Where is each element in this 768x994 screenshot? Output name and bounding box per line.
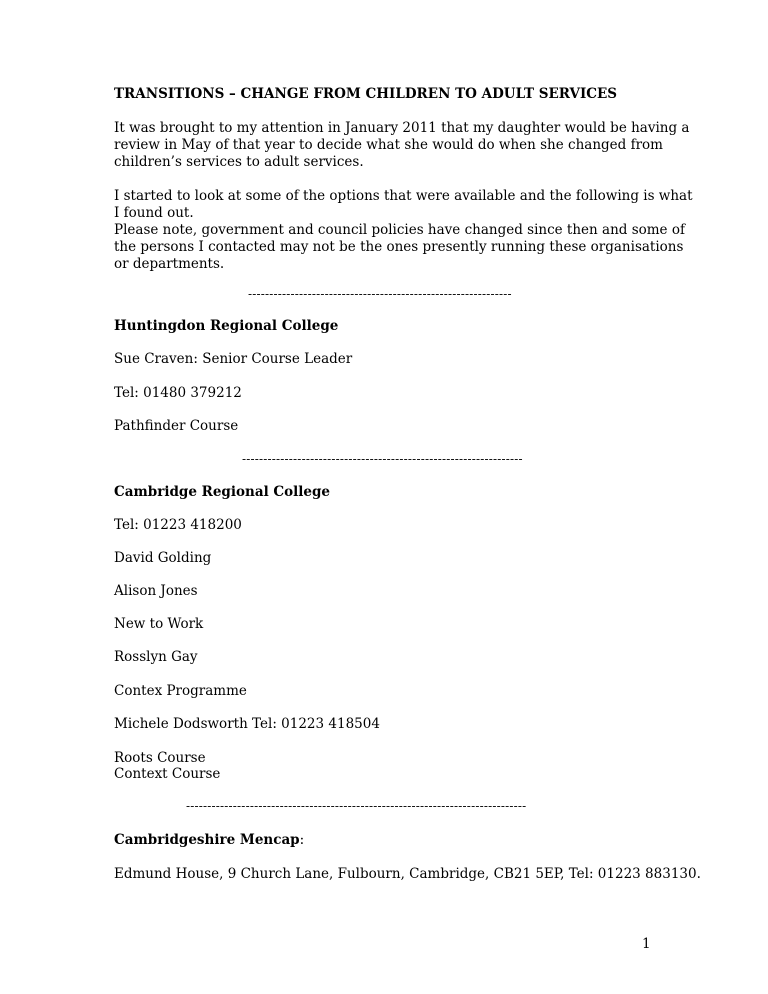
cambridge-heading: Cambridge Regional College [114, 484, 331, 500]
mencap-heading: Cambridgeshire Mencap [114, 832, 300, 848]
options-line: or departments. [114, 256, 225, 272]
mencap-heading-line [114, 832, 304, 849]
cambridge-person: Rosslyn Gay [114, 649, 198, 665]
intro-paragraph [114, 120, 690, 171]
huntingdon-contact: Sue Craven: Senior Course Leader [114, 351, 353, 367]
cambridge-programme: New to Work [114, 616, 204, 632]
huntingdon-tel: Tel: 01480 379212 [114, 385, 242, 401]
intro-line: review in May of that year to decide what she would do when she changed from [114, 137, 663, 153]
page-number: 1 [642, 936, 651, 952]
section-divider: -------------------------------------------------------------- [248, 287, 512, 301]
cambridge-course: Context Course [114, 766, 221, 782]
section-divider: ------------------------------------------------------------------ [242, 452, 523, 466]
options-line: I found out. [114, 205, 194, 221]
cambridge-course: Roots Course [114, 750, 206, 766]
options-line: the persons I contacted may not be the ones presently running these organisations [114, 239, 684, 255]
options-line: I started to look at some of the options that were available and the following is what [114, 188, 693, 204]
options-line: Please note, government and council policies have changed since then and some of [114, 222, 685, 238]
section-divider: -------------------------------------------------------------------------------- [186, 799, 527, 813]
huntingdon-heading: Huntingdon Regional College [114, 318, 339, 334]
mencap-heading-suffix: : [299, 832, 305, 848]
document-title: TRANSITIONS – CHANGE FROM CHILDREN TO ADULT SERVICES [114, 86, 618, 102]
mencap-address: Edmund House, 9 Church Lane, Fulbourn, Cambridge, CB21 5EP, Tel: 01223 883130. [114, 866, 701, 882]
cambridge-tel: Tel: 01223 418200 [114, 517, 242, 533]
intro-line: children’s services to adult services. [114, 154, 364, 170]
options-paragraph [114, 188, 693, 273]
huntingdon-course: Pathfinder Course [114, 418, 239, 434]
cambridge-person-tel: Michele Dodsworth Tel: 01223 418504 [114, 716, 380, 732]
cambridge-person: Alison Jones [114, 583, 198, 599]
intro-line: It was brought to my attention in January 2011 that my daughter would be having a [114, 120, 690, 136]
cambridge-person: David Golding [114, 550, 212, 566]
cambridge-programme: Contex Programme [114, 683, 247, 699]
